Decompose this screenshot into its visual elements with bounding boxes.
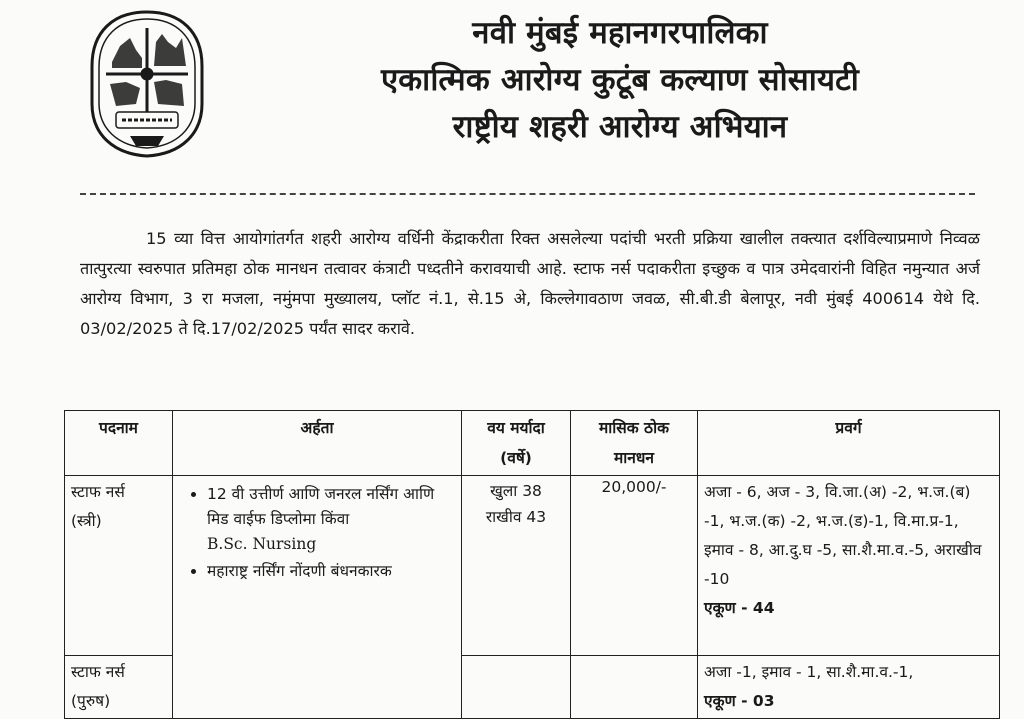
qualification-cell (173, 476, 462, 719)
monthly-pay-cell: 20,000/- (571, 476, 698, 656)
dashed-divider (80, 193, 975, 195)
total-count: एकूण - 03 (704, 692, 775, 710)
total-count: एकूण - 44 (704, 599, 775, 617)
mission-title: राष्ट्रीय शहरी आरोग्य अभियान (452, 109, 788, 145)
header-qualification: अर्हता (173, 411, 462, 476)
header-post: पदनाम (65, 411, 173, 476)
post-cell: स्टाफ नर्स (पुरुष) (65, 656, 173, 719)
post-cell: स्टाफ नर्स (स्त्री) (65, 476, 173, 656)
society-title: एकात्मिक आरोग्य कुटूंब कल्याण सोसायटी (380, 62, 860, 98)
category-cell: अजा -1, इमाव - 1, सा.शै.मा.व.-1, एकूण - 03 (698, 656, 1000, 719)
nmmc-emblem-icon (86, 8, 208, 160)
header-monthly-pay: मासिक ठोक मानधन (571, 411, 698, 476)
notice-paragraph: 15 व्या वित्त आयोगांतर्गत शहरी आरोग्य वर्धिनी केंद्राकरीता रिक्त असलेल्या पदांची भरती प्रक्रिया खालील तक्त्यात दर्शविल्याप्रमाणे निव्वळ तात्पुरत्या स्वरुपात प्रतिमहा ठोक मानधन तत्वावर कंत्राटी पध्दतीने करावयाची आहे. स्टाफ नर्स पदाकरीता इच्छुक व पात्र उमेदवारांनी विहित नमुन्यात अर्ज आरोग्य विभाग, 3 रा मजला, नमुंमपा मुख्यालय, प्लॉट नं.1, से.15 अे, किल्लेगावठाण जवळ, सी.बी.डी बेलापूर, नवी मुंबई 400614 येथे दि. 03/02/2025 ते दि.17/02/2025 पर्यंत सादर करावे. (80, 229, 980, 338)
header-age-limit: वय मर्यादा (वर्षे) (462, 411, 571, 476)
table-row (65, 476, 1000, 656)
header-titles (300, 10, 940, 151)
table-header-row (65, 411, 1000, 476)
recruitment-table (64, 410, 1000, 719)
monthly-pay-cell-empty (571, 656, 698, 719)
category-cell: अजा - 6, अज - 3, वि.जा.(अ) -2, भ.ज.(ब) -1, भ.ज.(क) -2, भ.ज.(ड)-1, वि.मा.प्र-1, इमाव - 8, आ.दु.घ -5, सा.शै.मा.व.-5, अराखीव -10 एकूण - 44 (698, 476, 1000, 656)
header-category: प्रवर्ग (698, 411, 1000, 476)
age-limit-cell: खुला 38 राखीव 43 (462, 476, 571, 656)
age-limit-cell-empty (462, 656, 571, 719)
qualification-item: • महाराष्ट्र नर्सिंग नोंदणी बंधनकारक (207, 559, 455, 584)
org-name-title: नवी मुंबई महानगरपालिका (472, 15, 768, 51)
qualification-item: • 12 वी उत्तीर्ण आणि जनरल नर्सिंग आणि मिड वाईफ डिप्लोमा किंवा B.Sc. Nursing (207, 482, 455, 557)
